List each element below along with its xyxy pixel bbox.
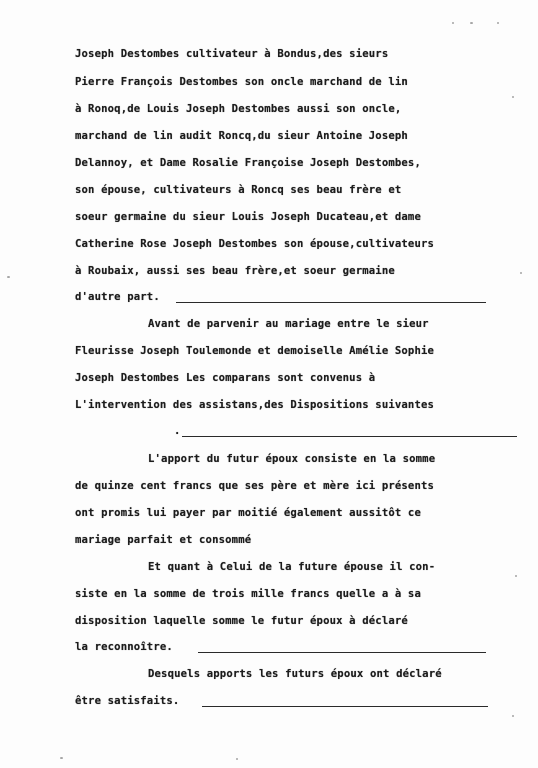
text-line-22: disposition laquelle somme le futur époux à déclaré bbox=[75, 615, 408, 627]
text-line-4: marchand de lin audit Roncq,du sieur Antoine Joseph bbox=[75, 130, 408, 142]
scan-speck bbox=[236, 758, 238, 760]
text-line-18: ont promis lui payer par moitié également aussitôt ce bbox=[75, 507, 421, 519]
text-line-8: Catherine Rose Joseph Destombes son épouse,cultivateurs bbox=[75, 238, 435, 250]
scan-speck bbox=[470, 22, 473, 24]
fill-rule-2 bbox=[182, 436, 517, 437]
text-line-6: son épouse, cultivateurs à Roncq ses beau frère et bbox=[75, 184, 402, 196]
scan-speck bbox=[515, 575, 517, 577]
text-line-20: Et quant à Celui de la future épouse il con- bbox=[148, 561, 436, 573]
scan-speck bbox=[512, 96, 514, 98]
scan-speck bbox=[520, 272, 522, 274]
text-line-21: siste en la somme de trois mille francs quelle a à sa bbox=[75, 588, 421, 600]
text-line-16: L'apport du futur époux consiste en la somme bbox=[148, 453, 436, 465]
scan-speck bbox=[512, 715, 514, 717]
fill-rule-4 bbox=[202, 706, 488, 707]
text-line-15: . bbox=[174, 425, 181, 437]
scan-speck bbox=[60, 757, 63, 759]
text-line-10: d'autre part. bbox=[75, 291, 160, 303]
text-line-19: mariage parfait et consommé bbox=[75, 534, 252, 546]
text-line-12: Fleurisse Joseph Toulemonde et demoiselle Amélie Sophie bbox=[75, 345, 435, 357]
scan-speck bbox=[452, 22, 454, 24]
text-line-1: Joseph Destombes cultivateur à Bondus,des sieurs bbox=[75, 48, 389, 60]
scan-speck bbox=[497, 22, 499, 24]
fill-rule-1 bbox=[176, 302, 486, 303]
text-line-5: Delannoy, et Dame Rosalie Françoise Joseph Destombes, bbox=[75, 157, 421, 169]
fill-rule-3 bbox=[198, 652, 486, 653]
text-line-13: Joseph Destombes Les comparans sont convenus à bbox=[75, 372, 376, 384]
text-line-11: Avant de parvenir au mariage entre le sieur bbox=[148, 318, 429, 330]
text-line-23: la reconnoître. bbox=[75, 641, 173, 653]
text-line-7: soeur germaine du sieur Louis Joseph Ducateau,et dame bbox=[75, 211, 421, 223]
scan-speck bbox=[7, 276, 10, 278]
text-line-9: à Roubaix, aussi ses beau frère,et soeur germaine bbox=[75, 265, 395, 277]
text-line-24: Desquels apports les futurs époux ont déclaré bbox=[148, 668, 442, 680]
text-line-2: Pierre François Destombes son oncle marchand de lin bbox=[75, 76, 408, 88]
text-line-14: L'intervention des assistans,des Dispositions suivantes bbox=[75, 399, 435, 411]
text-line-25: être satisfaits. bbox=[75, 695, 180, 707]
text-line-3: à Ronoq,de Louis Joseph Destombes aussi son oncle, bbox=[75, 103, 402, 115]
text-line-17: de quinze cent francs que ses père et mère ici présents bbox=[75, 480, 435, 492]
